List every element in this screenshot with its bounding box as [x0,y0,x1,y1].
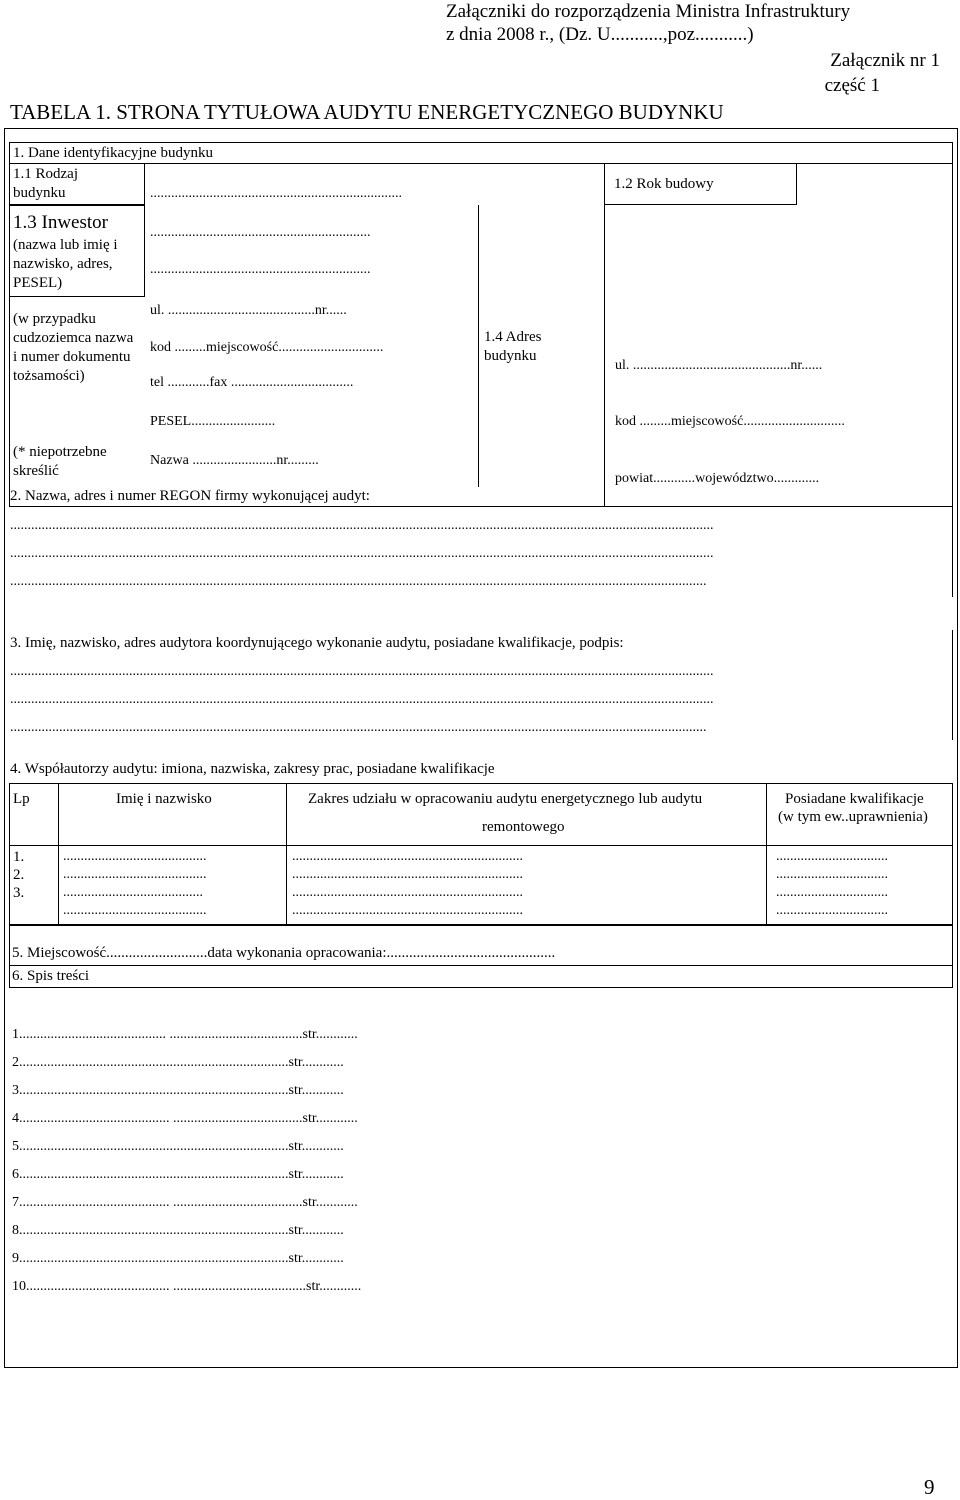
col-qual-b: (w tym ew..uprawnienia) [778,809,928,825]
inwestor-ul[interactable]: ul. ..........................................nr...... [150,303,347,318]
scope-dots-4[interactable]: .................................................................. [292,903,523,918]
toc-item[interactable]: 8.............................................................................str............ [12,1223,344,1238]
col-scope-a: Zakres udziału w opracowaniu audytu energetycznego lub audytu [308,791,703,807]
name-dots-2[interactable]: ......................................... [63,867,207,882]
table-title: TABELA 1. STRONA TYTUŁOWA AUDYTU ENERGETYCZNEGO BUDYNKU [10,100,724,124]
section4-title: 4. Współautorzy audytu: imiona, nazwiska, zakresy prac, posiadane kwalifikacje [10,761,495,777]
col-scope-b: remontowego [482,819,565,835]
rok-label: 1.2 Rok budowy [614,176,714,192]
toc-item[interactable]: 3.............................................................................str............ [12,1083,344,1098]
toc-item[interactable]: 4........................................... .....................................str............ [12,1111,358,1126]
adres-kod[interactable]: kod .........miejscowość............................. [615,414,845,429]
foreign-note: (w przypadku cudzoziemca nazwa i numer dokumentu tożsamości) [13,311,134,384]
header-line-3: Załącznik nr 1 [830,50,940,71]
name-dots-1[interactable]: ......................................... [63,849,207,864]
rodzaj-label-b: budynku [13,185,66,201]
toc-item[interactable]: 9.............................................................................str............ [12,1251,344,1266]
inwestor-kod[interactable]: kod .........miejscowość.............................. [150,340,384,355]
section2-line-3[interactable]: ....................................................................................................................................................................................................... [10,574,707,589]
inwestor-nazwa[interactable]: Nazwa ........................nr......... [150,453,319,468]
name-dots-4[interactable]: ......................................... [63,903,207,918]
toc-item[interactable]: 6.............................................................................str............ [12,1167,344,1182]
lp-3: 3. [13,885,25,901]
header-line-4: część 1 [824,75,880,96]
scope-dots-2[interactable]: .................................................................. [292,867,523,882]
toc-item[interactable]: 1.......................................... ......................................str............ [12,1027,358,1042]
section3-line-3[interactable]: ....................................................................................................................................................................................................... [10,720,707,735]
section2-line-1[interactable]: ......................................................................................................................................................................................................... [10,518,714,533]
section3-line-1[interactable]: ......................................................................................................................................................................................................... [10,664,714,679]
qual-dots-1[interactable]: ................................ [776,849,888,864]
inwestor-sub: (nazwa lub imię i nazwisko, adres, PESEL) [13,237,118,291]
inwestor-line-2[interactable]: ............................................................... [150,262,371,277]
name-dots-3[interactable]: ........................................ [63,885,203,900]
rodzaj-label-a: 1.1 Rodzaj [13,166,78,182]
scope-dots-3[interactable]: .................................................................. [292,885,523,900]
scope-dots-1[interactable]: .................................................................. [292,849,523,864]
adres-powiat[interactable]: powiat............województwo............. [615,471,820,486]
rodzaj-value[interactable]: ........................................................................ [150,186,402,201]
section1-title: 1. Dane identyfikacyjne budynku [13,145,213,161]
inwestor-pesel[interactable]: PESEL........................ [150,414,276,429]
toc-item[interactable]: 10......................................... ......................................str............ [12,1279,362,1294]
toc-item[interactable]: 5.............................................................................str............ [12,1139,344,1154]
section5-line[interactable]: 5. Miejscowość...........................data wykonania opracowania:............................................. [12,945,556,961]
inwestor-line-1[interactable]: ............................................................... [150,225,371,240]
qual-dots-3[interactable]: ................................ [776,885,888,900]
adres-ul[interactable]: ul. .............................................nr...... [615,358,823,373]
qual-dots-4[interactable]: ................................ [776,903,888,918]
lp-1: 1. [13,849,25,865]
header-line-2: z dnia 2008 r., (Dz. U...........,poz...........) [446,24,754,45]
strike-note: (* niepotrzebne skreślić [13,444,107,479]
lp-2: 2. [13,867,25,883]
col-name: Imię i nazwisko [116,791,212,807]
inwestor-tel[interactable]: tel ............fax ................................... [150,375,354,390]
toc-item[interactable]: 7........................................... .....................................str............ [12,1195,358,1210]
header-line-1: Załączniki do rozporządzenia Ministra Infrastruktury [446,1,851,22]
section3-line-2[interactable]: ......................................................................................................................................................................................................... [10,692,714,707]
toc-item[interactable]: 2.............................................................................str............ [12,1055,344,1070]
col-qual-a: Posiadane kwalifikacje [785,791,924,807]
adres-label: 1.4 Adres budynku [484,329,542,364]
section2-line-2[interactable]: ......................................................................................................................................................................................................... [10,546,714,561]
page-number: 9 [924,1475,935,1499]
col-lp: Lp [13,791,30,807]
section3-title: 3. Imię, nazwisko, adres audytora koordynującego wykonanie audytu, posiadane kwalifikacje, podpis: [10,635,624,651]
section6-title: 6. Spis treści [12,968,90,984]
section2-title: 2. Nazwa, adres i numer REGON firmy wykonującej audyt: [10,488,370,504]
qual-dots-2[interactable]: ................................ [776,867,888,882]
inwestor-label: 1.3 Inwestor [13,212,108,233]
